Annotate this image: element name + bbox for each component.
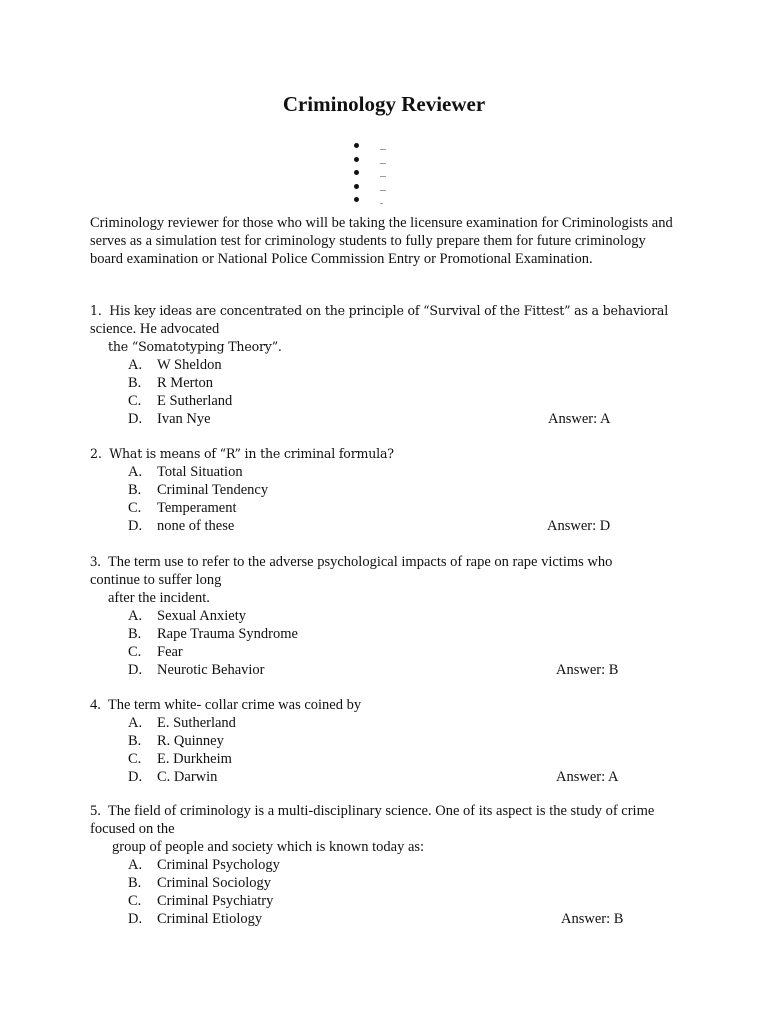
option-letter: C.	[128, 393, 142, 409]
answer-option-b	[90, 874, 690, 892]
question-text-continued: after the incident.	[108, 590, 210, 606]
page-title: Criminology Reviewer	[282, 92, 486, 116]
option-letter: D.	[128, 411, 143, 427]
answer-option-d	[90, 768, 690, 786]
question-text-continued: focused on the	[90, 821, 175, 837]
question-number: 3.	[90, 554, 101, 570]
answer-option-c	[90, 750, 690, 768]
option-text: E Sutherland	[157, 393, 233, 409]
option-letter: D.	[128, 518, 143, 534]
answer-option-c	[90, 392, 690, 410]
answer-option-a	[90, 463, 690, 481]
option-text: W Sheldon	[157, 357, 222, 373]
option-text: Criminal Psychiatry	[157, 893, 274, 909]
answer-option-b	[90, 732, 690, 750]
bullet-icon	[354, 197, 359, 202]
answer-option-d	[90, 517, 690, 535]
toc-item[interactable]	[352, 154, 412, 168]
answer-option-a	[90, 607, 690, 625]
question-stem	[90, 302, 690, 320]
option-text: Neurotic Behavior	[157, 662, 265, 678]
bullet-icon	[354, 184, 359, 189]
option-text: E. Durkheim	[157, 751, 232, 767]
option-text: C. Darwin	[157, 769, 218, 785]
option-text: Ivan Nye	[157, 411, 211, 427]
answer-option-c	[90, 892, 690, 910]
option-text: Rape Trauma Syndrome	[157, 626, 298, 642]
question-stem	[90, 445, 690, 463]
option-letter: C.	[128, 751, 142, 767]
answer-key: Answer: B	[556, 662, 619, 678]
answer-option-a	[90, 356, 690, 374]
question-text: The term use to refer to the adverse psychological impacts of rape on rape victims who	[107, 554, 613, 570]
answer-option-c	[90, 643, 690, 661]
answer-option-a	[90, 714, 690, 732]
question-number: 4.	[90, 697, 101, 713]
answer-key: Answer: B	[561, 911, 624, 927]
toc-item[interactable]	[352, 181, 412, 195]
question-stem	[90, 802, 690, 820]
answer-key: Answer: D	[547, 518, 611, 534]
question-text: The term white- collar crime was coined by	[107, 697, 362, 713]
option-letter: B.	[128, 482, 142, 498]
option-text: R. Quinney	[157, 733, 224, 749]
question-4	[90, 696, 690, 786]
question-number: 5.	[90, 803, 101, 819]
toc-link-placeholder[interactable]	[380, 149, 386, 150]
toc-link-placeholder[interactable]	[380, 176, 386, 177]
option-letter: D.	[128, 769, 143, 785]
question-text: What is means of “R” in the criminal formula?	[109, 446, 394, 461]
question-text-continued: continue to suffer long	[90, 572, 222, 588]
option-text: Temperament	[157, 500, 237, 516]
question-3	[90, 553, 690, 679]
question-text: The field of criminology is a multi-disciplinary science. One of its aspect is the study of crime	[107, 803, 655, 819]
answer-option-d	[90, 910, 690, 928]
option-letter: A.	[128, 857, 143, 873]
option-letter: A.	[128, 715, 143, 731]
option-text: R Merton	[157, 375, 213, 391]
question-stem	[90, 553, 690, 571]
toc-link-placeholder[interactable]	[380, 203, 383, 204]
question-2	[90, 445, 690, 535]
question-text-continued: the “Somatotyping Theory”.	[108, 339, 282, 354]
answer-option-b	[90, 625, 690, 643]
option-letter: A.	[128, 464, 143, 480]
option-letter: B.	[128, 626, 142, 642]
option-letter: C.	[128, 644, 142, 660]
option-text: Criminal Sociology	[157, 875, 271, 891]
option-letter: B.	[128, 733, 142, 749]
question-number: 1.	[90, 303, 102, 318]
toc-item[interactable]	[352, 140, 412, 154]
option-text: Total Situation	[157, 464, 243, 480]
option-letter: D.	[128, 662, 143, 678]
question-text-continued: group of people and society which is known today as:	[112, 839, 425, 855]
option-letter: B.	[128, 875, 142, 891]
question-5	[90, 802, 690, 928]
answer-option-a	[90, 856, 690, 874]
option-letter: C.	[128, 500, 142, 516]
question-1	[90, 302, 690, 428]
answer-option-b	[90, 481, 690, 499]
answer-key: Answer: A	[548, 411, 611, 427]
answer-option-c	[90, 499, 690, 517]
question-text-continued: science. He advocated	[90, 321, 220, 337]
question-text: His key ideas are concentrated on the principle of “Survival of the Fittest” as a behavioral	[109, 303, 669, 318]
intro-paragraph: Criminology reviewer for those who will be taking the licensure examination for Criminologists and serves as a simulation test for criminology students to fully prepare them for future criminology board examination or National Police Commission Entry or Promotional Examination.	[90, 215, 673, 267]
answer-key: Answer: A	[556, 769, 619, 785]
option-letter: D.	[128, 911, 143, 927]
question-number: 2.	[90, 446, 102, 461]
toc-link-placeholder[interactable]	[380, 163, 386, 164]
answer-option-d	[90, 661, 690, 679]
toc-link-placeholder[interactable]	[380, 190, 386, 191]
table-of-contents-list	[352, 140, 412, 208]
answer-option-d	[90, 410, 690, 428]
bullet-icon	[354, 170, 359, 175]
option-letter: C.	[128, 893, 142, 909]
bullet-icon	[354, 157, 359, 162]
option-letter: A.	[128, 608, 143, 624]
bullet-icon	[354, 143, 359, 148]
option-text: Fear	[157, 644, 183, 660]
answer-option-b	[90, 374, 690, 392]
option-text: Sexual Anxiety	[157, 608, 247, 624]
toc-item[interactable]	[352, 194, 412, 208]
option-text: none of these	[157, 518, 235, 534]
question-stem	[90, 696, 690, 714]
option-text: Criminal Tendency	[157, 482, 269, 498]
option-text: Criminal Etiology	[157, 911, 263, 927]
option-text: E. Sutherland	[157, 715, 236, 731]
option-letter: A.	[128, 357, 143, 373]
option-text: Criminal Psychology	[157, 857, 280, 873]
toc-item[interactable]	[352, 167, 412, 181]
option-letter: B.	[128, 375, 142, 391]
